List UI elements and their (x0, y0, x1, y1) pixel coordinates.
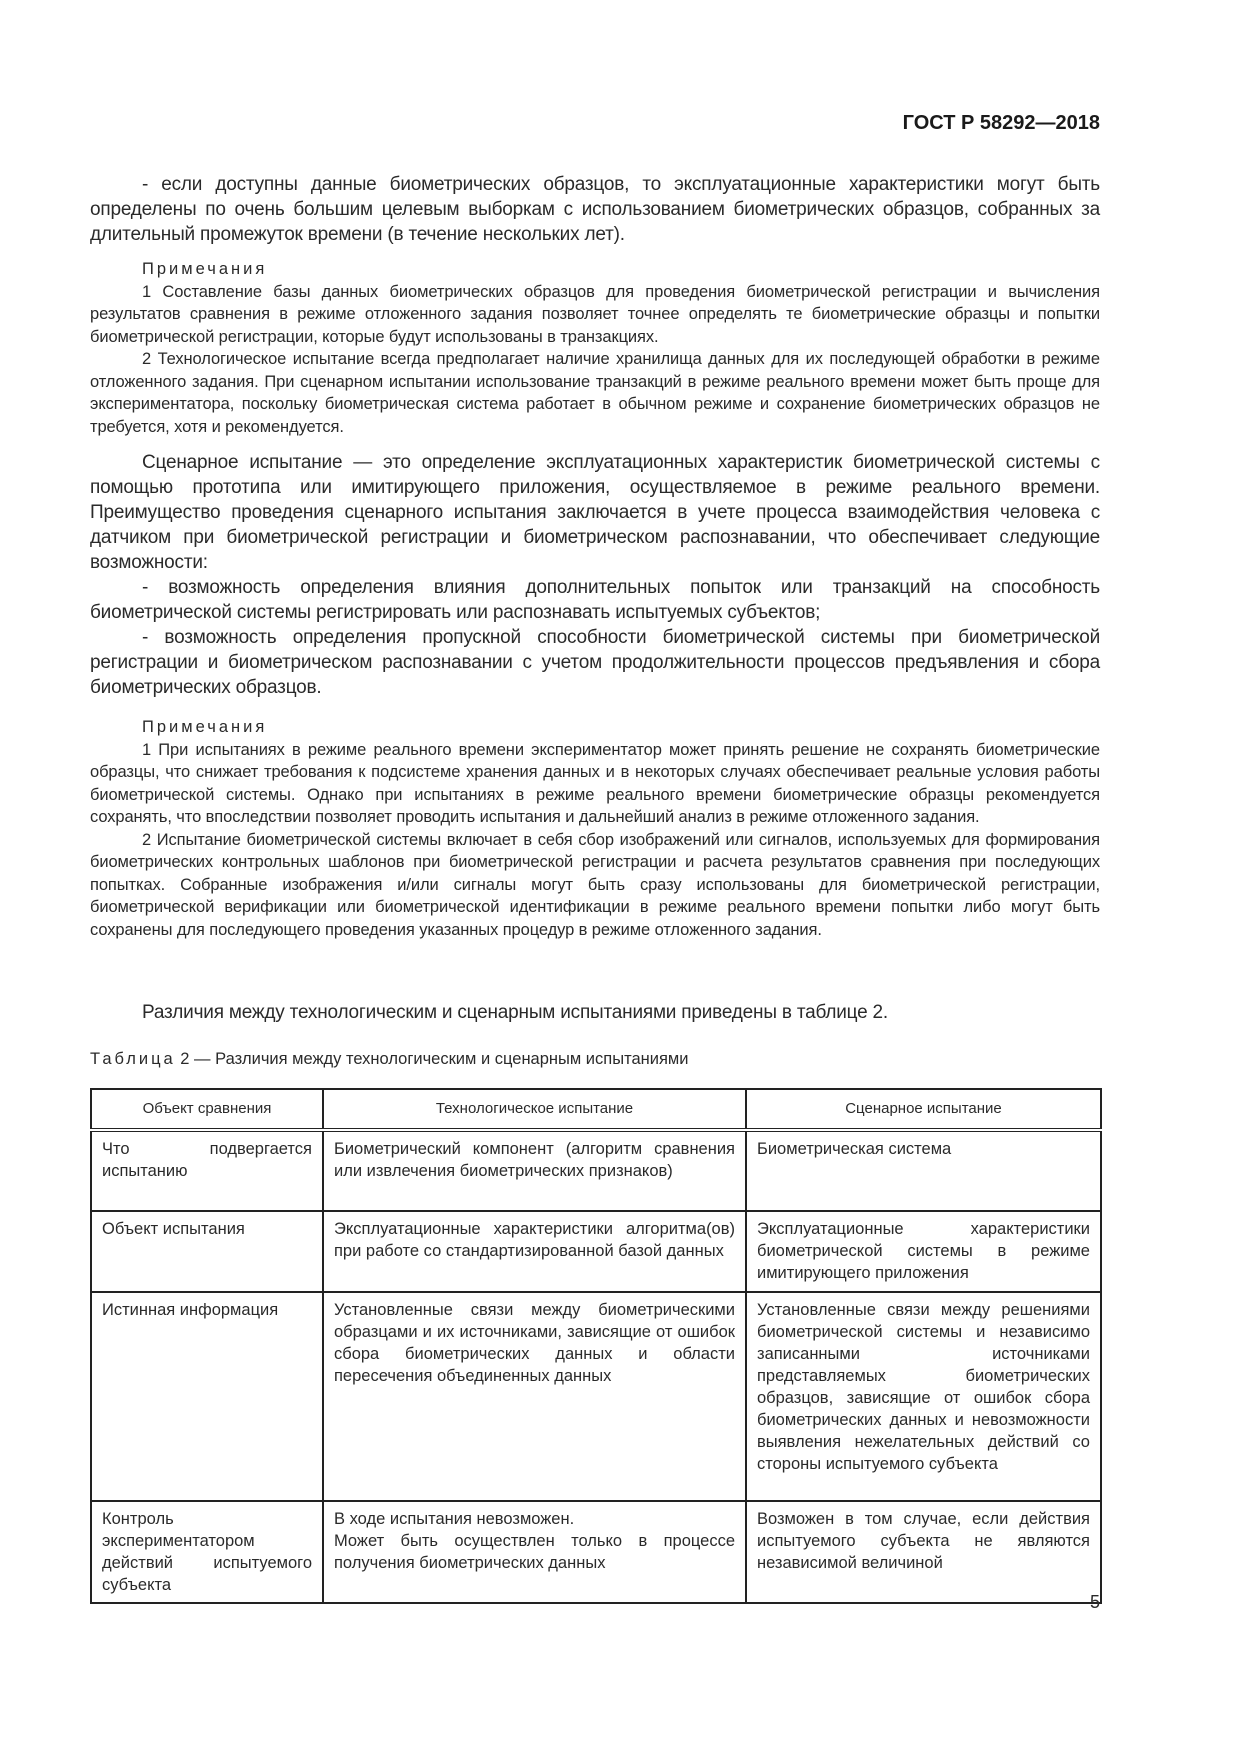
note: 2 Испытание биометрической системы включает в себя сбор изображений или сигналов, используемых для формирования биометрических контрольных шаблонов при биометрической регистрации и расчета результатов сравнения при последующих попытках. Собранные изображения и/или сигналы могут быть сразу использованы для биометрической регистрации, биометрической верификации или биометрической идентификации в режиме реального времени попытки либо могут быть сохранены для последующего проведения указанных процедур в режиме отложенного задания. (90, 830, 1100, 939)
table-row (91, 1501, 1101, 1603)
table-row (91, 1211, 1101, 1292)
note: 1 Составление базы данных биометрических образцов для проведения биометрической регистрации и вычисления результатов сравнения в режиме отложенного задания позволяет точнее определять те биометрические образцы и попытки биометрической регистрации, которые будут использованы в транзакциях. (90, 282, 1100, 346)
table-cell: Истинная информация (91, 1292, 323, 1501)
notes-2 (90, 716, 1100, 941)
table-cell: Установленные связи между решениями биометрической системы и независимо записанными источниками представляемых биометрических образцов, зависящие от ошибок сбора биометрических данных и невозможности выявления нежелательных действий со стороны испытуемого субъекта (746, 1292, 1101, 1501)
paragraph-1-block (90, 172, 1100, 247)
table-caption (90, 1050, 1100, 1069)
paragraph: - если доступны данные биометрических образцов, то эксплуатационные характеристики могут быть определены по очень большим целевым выборкам с использованием биометрических образцов, собранных за длительный промежуток времени (в течение нескольких лет). (90, 174, 1100, 245)
notes-title: Примечания (142, 260, 268, 278)
paragraph-2-block (90, 450, 1100, 700)
notes-1 (90, 258, 1100, 438)
column-header: Объект сравнения (91, 1089, 323, 1130)
list-item: - возможность определения влияния дополнительных попыток или транзакций на способность биометрической системы регистрировать или распознавать испытуемых субъектов; (90, 577, 1100, 623)
table-caption-text: 2 — Различия между технологическим и сценарным испытаниями (180, 1050, 689, 1068)
table-cell: Что подвергается испытанию (91, 1130, 323, 1211)
table-cell: Установленные связи между биометрическими образцами и их источниками, зависящие от ошибок сбора биометрических данных и области пересечения объединенных данных (323, 1292, 746, 1501)
table-cell: Биометрический компонент (алгоритм сравнения или извлечения биометрических признаков) (323, 1130, 746, 1211)
page-number: 5 (1090, 1592, 1101, 1612)
table-cell: Эксплуатационные характеристики алгоритма(ов) при работе со стандартизированной базой данных (323, 1211, 746, 1292)
table-row (91, 1292, 1101, 1501)
list-item: - возможность определения пропускной способности биометрической системы при биометрической регистрации и биометрическом распознавании с учетом продолжительности процессов предъявления и сбора биометрических образцов. (90, 627, 1100, 698)
paragraph: Различия между технологическим и сценарным испытаниями приведены в таблице 2. (142, 1002, 888, 1023)
table-caption-label: Таблица (90, 1050, 176, 1068)
column-header: Сценарное испытание (746, 1089, 1101, 1130)
document-id: ГОСТ Р 58292—2018 (902, 112, 1100, 134)
table-cell: Контроль экспериментатором действий испытуемого субъекта (91, 1501, 323, 1603)
paragraph-3-block (90, 1000, 1100, 1025)
paragraph: Сценарное испытание — это определение эксплуатационных характеристик биометрической системы с помощью прототипа или имитирующего приложения, осуществляемое в режиме реального времени. Преимущество проведения сценарного испытания заключается в учете процесса взаимодействия человека с датчиком при биометрической регистрации и биометрическом распознавании, что обеспечивает следующие возможности: (90, 452, 1100, 573)
table-cell: Биометрическая система (746, 1130, 1101, 1211)
table-cell: Эксплуатационные характеристики биометрической системы в режиме имитирующего приложения (746, 1211, 1101, 1292)
notes-title: Примечания (142, 718, 268, 736)
table-row (91, 1130, 1101, 1211)
comparison-table (90, 1088, 1102, 1604)
column-header: Технологическое испытание (323, 1089, 746, 1130)
table-cell: Объект испытания (91, 1211, 323, 1292)
note: 1 При испытаниях в режиме реального времени экспериментатор может принять решение не сохранять биометрические образцы, что снижает требования к подсистеме хранения данных и в некоторых случаях обеспечивает реальные условия работы биометрической системы. Однако при испытаниях в режиме реального времени биометрические образцы рекомендуется сохранять, что впоследствии позволяет проводить испытания и дальнейший анализ в режиме отложенного задания. (90, 740, 1100, 826)
note: 2 Технологическое испытание всегда предполагает наличие хранилища данных для их последующей обработки в режиме отложенного задания. При сценарном испытании использование транзакций в режиме реального времени может быть проще для экспериментатора, поскольку биометрическая система работает в обычном режиме и сохранение биометрических образцов не требуется, хотя и рекомендуется. (90, 350, 1100, 436)
table-header-row (91, 1089, 1101, 1130)
table-cell: В ходе испытания невозможен. Может быть осуществлен только в процессе получения биометрических данных (323, 1501, 746, 1603)
table-cell: Возможен в том случае, если действия испытуемого субъекта не являются независимой величиной (746, 1501, 1101, 1603)
